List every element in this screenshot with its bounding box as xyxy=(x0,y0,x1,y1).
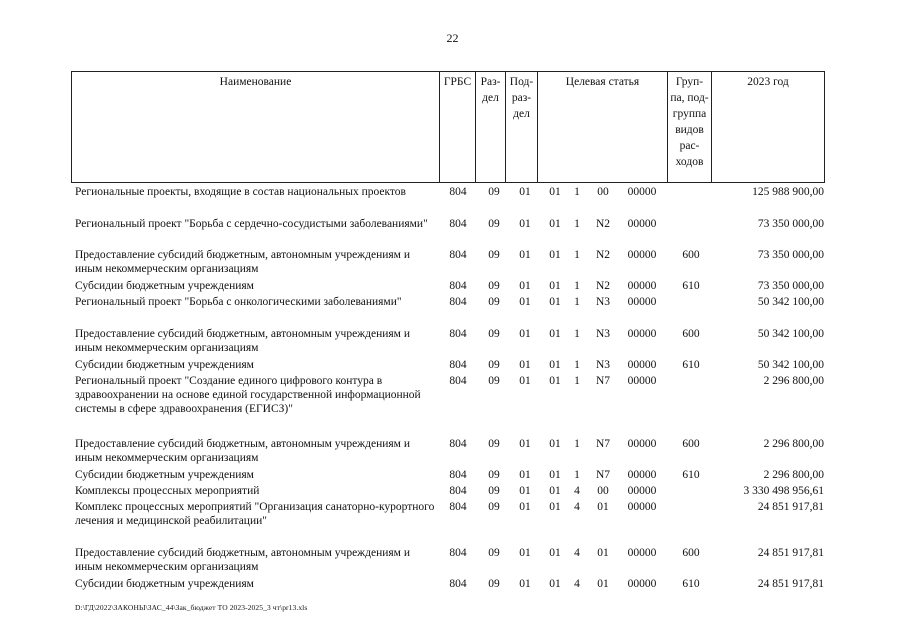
row-name: Региональный проект "Борьба с онкологическими заболеваниями" xyxy=(75,296,402,308)
header-razdel: Раз- дел xyxy=(476,72,506,183)
row-target-part2: 1 xyxy=(574,296,580,308)
row-name: Предоставление субсидий бюджетным, автономным учреждениям и иным некоммерческим организациям xyxy=(75,438,410,464)
file-path-footer: D:\ГД\2022\ЗАКОНЫ\ЗАС_44\Зак_бюджет ТО 2023-2025_3 чт\pr13.xls xyxy=(75,603,308,612)
row-target-part3: N7 xyxy=(595,438,611,450)
row-target-part1: 01 xyxy=(549,186,561,198)
row-podrazdel: 01 xyxy=(519,469,531,481)
row-razdel: 09 xyxy=(488,578,500,590)
row-target-part4: 00000 xyxy=(627,280,657,292)
row-target-part2: 1 xyxy=(574,218,580,230)
row-name: Субсидии бюджетным учреждениям xyxy=(75,359,254,371)
row-razdel: 09 xyxy=(488,375,500,387)
row-razdel: 09 xyxy=(488,186,500,198)
row-razdel: 09 xyxy=(488,485,500,497)
row-name: Региональный проект "Борьба с сердечно-сосудистыми заболеваниями" xyxy=(75,218,428,230)
row-target-part3: N7 xyxy=(595,469,611,481)
row-target-part1: 01 xyxy=(549,578,561,590)
row-target-part1: 01 xyxy=(549,469,561,481)
row-podrazdel: 01 xyxy=(519,501,531,513)
row-name: Региональные проекты, входящие в состав национальных проектов xyxy=(75,186,406,198)
row-target-part3: 01 xyxy=(597,501,609,513)
row-target-part3: N3 xyxy=(595,328,611,340)
row-podrazdel: 01 xyxy=(519,485,531,497)
row-target-part4: 00000 xyxy=(627,438,657,450)
row-target-part3: N3 xyxy=(595,359,611,371)
row-podrazdel: 01 xyxy=(519,359,531,371)
row-target-part2: 4 xyxy=(574,578,580,590)
row-name: Субсидии бюджетным учреждениям xyxy=(75,469,254,481)
row-razdel: 09 xyxy=(488,359,500,371)
row-podrazdel: 01 xyxy=(519,218,531,230)
row-amount: 50 342 100,00 xyxy=(757,296,824,308)
row-name: Региональный проект "Создание единого цифрового контура в здравоохранении на основе единой государственной информационной системы в сфере здравоохранения (ЕГИСЗ)" xyxy=(75,375,421,415)
row-target-part4: 00000 xyxy=(627,485,657,497)
row-amount: 73 350 000,00 xyxy=(757,249,824,261)
row-target-part3: N2 xyxy=(595,280,611,292)
row-target-part4: 00000 xyxy=(627,469,657,481)
row-target-part1: 01 xyxy=(549,249,561,261)
row-expense-group: 610 xyxy=(682,469,700,481)
row-grbs: 804 xyxy=(449,249,467,261)
row-target-part1: 01 xyxy=(549,547,561,559)
row-razdel: 09 xyxy=(488,249,500,261)
row-expense-group: 600 xyxy=(682,328,700,340)
row-expense-group: 600 xyxy=(682,547,700,559)
row-expense-group: 610 xyxy=(682,359,700,371)
row-razdel: 09 xyxy=(488,296,500,308)
row-target-part3: 00 xyxy=(597,485,609,497)
row-grbs: 804 xyxy=(449,578,467,590)
row-name: Предоставление субсидий бюджетным, автономным учреждениям и иным некоммерческим организациям xyxy=(75,249,410,275)
row-target-part2: 1 xyxy=(574,359,580,371)
row-grbs: 804 xyxy=(449,280,467,292)
row-grbs: 804 xyxy=(449,547,467,559)
row-target-part4: 00000 xyxy=(627,249,657,261)
row-podrazdel: 01 xyxy=(519,296,531,308)
row-grbs: 804 xyxy=(449,469,467,481)
header-name: Наименование xyxy=(72,72,440,183)
row-target-part2: 4 xyxy=(574,547,580,559)
row-target-part1: 01 xyxy=(549,280,561,292)
row-podrazdel: 01 xyxy=(519,249,531,261)
row-podrazdel: 01 xyxy=(519,280,531,292)
row-razdel: 09 xyxy=(488,469,500,481)
row-expense-group: 610 xyxy=(682,578,700,590)
row-name: Комплексы процессных мероприятий xyxy=(75,485,260,497)
row-target-part3: N2 xyxy=(595,218,611,230)
row-name: Комплекс процессных мероприятий "Организация санаторно-курортного лечения и медицинской реабилитации" xyxy=(75,501,435,527)
row-razdel: 09 xyxy=(488,547,500,559)
row-target-part3: N3 xyxy=(595,296,611,308)
row-target-part4: 00000 xyxy=(627,328,657,340)
row-target-part2: 1 xyxy=(574,375,580,387)
row-grbs: 804 xyxy=(449,296,467,308)
row-target-part2: 1 xyxy=(574,249,580,261)
row-target-part3: N7 xyxy=(595,375,611,387)
row-target-part1: 01 xyxy=(549,328,561,340)
table-header xyxy=(71,71,825,183)
row-grbs: 804 xyxy=(449,328,467,340)
row-amount: 125 988 900,00 xyxy=(752,186,824,198)
row-target-part2: 4 xyxy=(574,485,580,497)
header-year: 2023 год xyxy=(712,72,825,183)
row-amount: 24 851 917,81 xyxy=(757,501,824,513)
row-podrazdel: 01 xyxy=(519,547,531,559)
row-target-part2: 4 xyxy=(574,501,580,513)
row-target-part1: 01 xyxy=(549,375,561,387)
row-target-part4: 00000 xyxy=(627,359,657,371)
row-target-part4: 00000 xyxy=(627,186,657,198)
row-amount: 50 342 100,00 xyxy=(757,328,824,340)
row-target-part2: 1 xyxy=(574,469,580,481)
row-target-part4: 00000 xyxy=(627,218,657,230)
row-target-part4: 00000 xyxy=(627,501,657,513)
row-amount: 24 851 917,81 xyxy=(757,578,824,590)
row-grbs: 804 xyxy=(449,485,467,497)
row-target-part3: N2 xyxy=(595,249,611,261)
row-target-part1: 01 xyxy=(549,359,561,371)
row-amount: 73 350 000,00 xyxy=(757,280,824,292)
row-target-part1: 01 xyxy=(549,501,561,513)
row-name: Субсидии бюджетным учреждениям xyxy=(75,280,254,292)
row-target-part3: 01 xyxy=(597,547,609,559)
row-amount: 73 350 000,00 xyxy=(757,218,824,230)
row-expense-group: 610 xyxy=(682,280,700,292)
row-name: Предоставление субсидий бюджетным, автономным учреждениям и иным некоммерческим организациям xyxy=(75,328,410,354)
row-target-part1: 01 xyxy=(549,296,561,308)
row-name: Предоставление субсидий бюджетным, автономным учреждениям и иным некоммерческим организациям xyxy=(75,547,410,573)
row-amount: 2 296 800,00 xyxy=(763,469,824,481)
row-grbs: 804 xyxy=(449,375,467,387)
row-target-part2: 1 xyxy=(574,186,580,198)
header-podrazdel: Под- раз- дел xyxy=(506,72,538,183)
row-name: Субсидии бюджетным учреждениям xyxy=(75,578,254,590)
row-target-part3: 01 xyxy=(597,578,609,590)
page-number: 22 xyxy=(446,31,459,45)
row-amount: 2 296 800,00 xyxy=(763,438,824,450)
row-grbs: 804 xyxy=(449,438,467,450)
row-razdel: 09 xyxy=(488,501,500,513)
row-podrazdel: 01 xyxy=(519,438,531,450)
row-target-part4: 00000 xyxy=(627,375,657,387)
row-target-part1: 01 xyxy=(549,218,561,230)
row-target-part1: 01 xyxy=(549,485,561,497)
row-grbs: 804 xyxy=(449,501,467,513)
row-expense-group: 600 xyxy=(682,438,700,450)
row-target-part2: 1 xyxy=(574,328,580,340)
row-grbs: 804 xyxy=(449,359,467,371)
row-target-part4: 00000 xyxy=(627,547,657,559)
row-podrazdel: 01 xyxy=(519,578,531,590)
header-expense-group: Груп- па, под- группа видов рас- ходов xyxy=(668,72,712,183)
row-amount: 24 851 917,81 xyxy=(757,547,824,559)
header-target-article: Целевая статья xyxy=(538,72,668,183)
header-grbs: ГРБС xyxy=(440,72,476,183)
row-grbs: 804 xyxy=(449,186,467,198)
row-target-part2: 1 xyxy=(574,438,580,450)
row-amount: 2 296 800,00 xyxy=(763,375,824,387)
row-podrazdel: 01 xyxy=(519,328,531,340)
row-grbs: 804 xyxy=(449,218,467,230)
row-razdel: 09 xyxy=(488,280,500,292)
row-target-part1: 01 xyxy=(549,438,561,450)
row-razdel: 09 xyxy=(488,218,500,230)
row-target-part4: 00000 xyxy=(627,578,657,590)
row-razdel: 09 xyxy=(488,328,500,340)
row-razdel: 09 xyxy=(488,438,500,450)
row-podrazdel: 01 xyxy=(519,375,531,387)
row-podrazdel: 01 xyxy=(519,186,531,198)
row-target-part2: 1 xyxy=(574,280,580,292)
row-amount: 50 342 100,00 xyxy=(757,359,824,371)
row-target-part3: 00 xyxy=(597,186,609,198)
row-target-part4: 00000 xyxy=(627,296,657,308)
row-amount: 3 330 498 956,61 xyxy=(743,485,824,497)
row-expense-group: 600 xyxy=(682,249,700,261)
